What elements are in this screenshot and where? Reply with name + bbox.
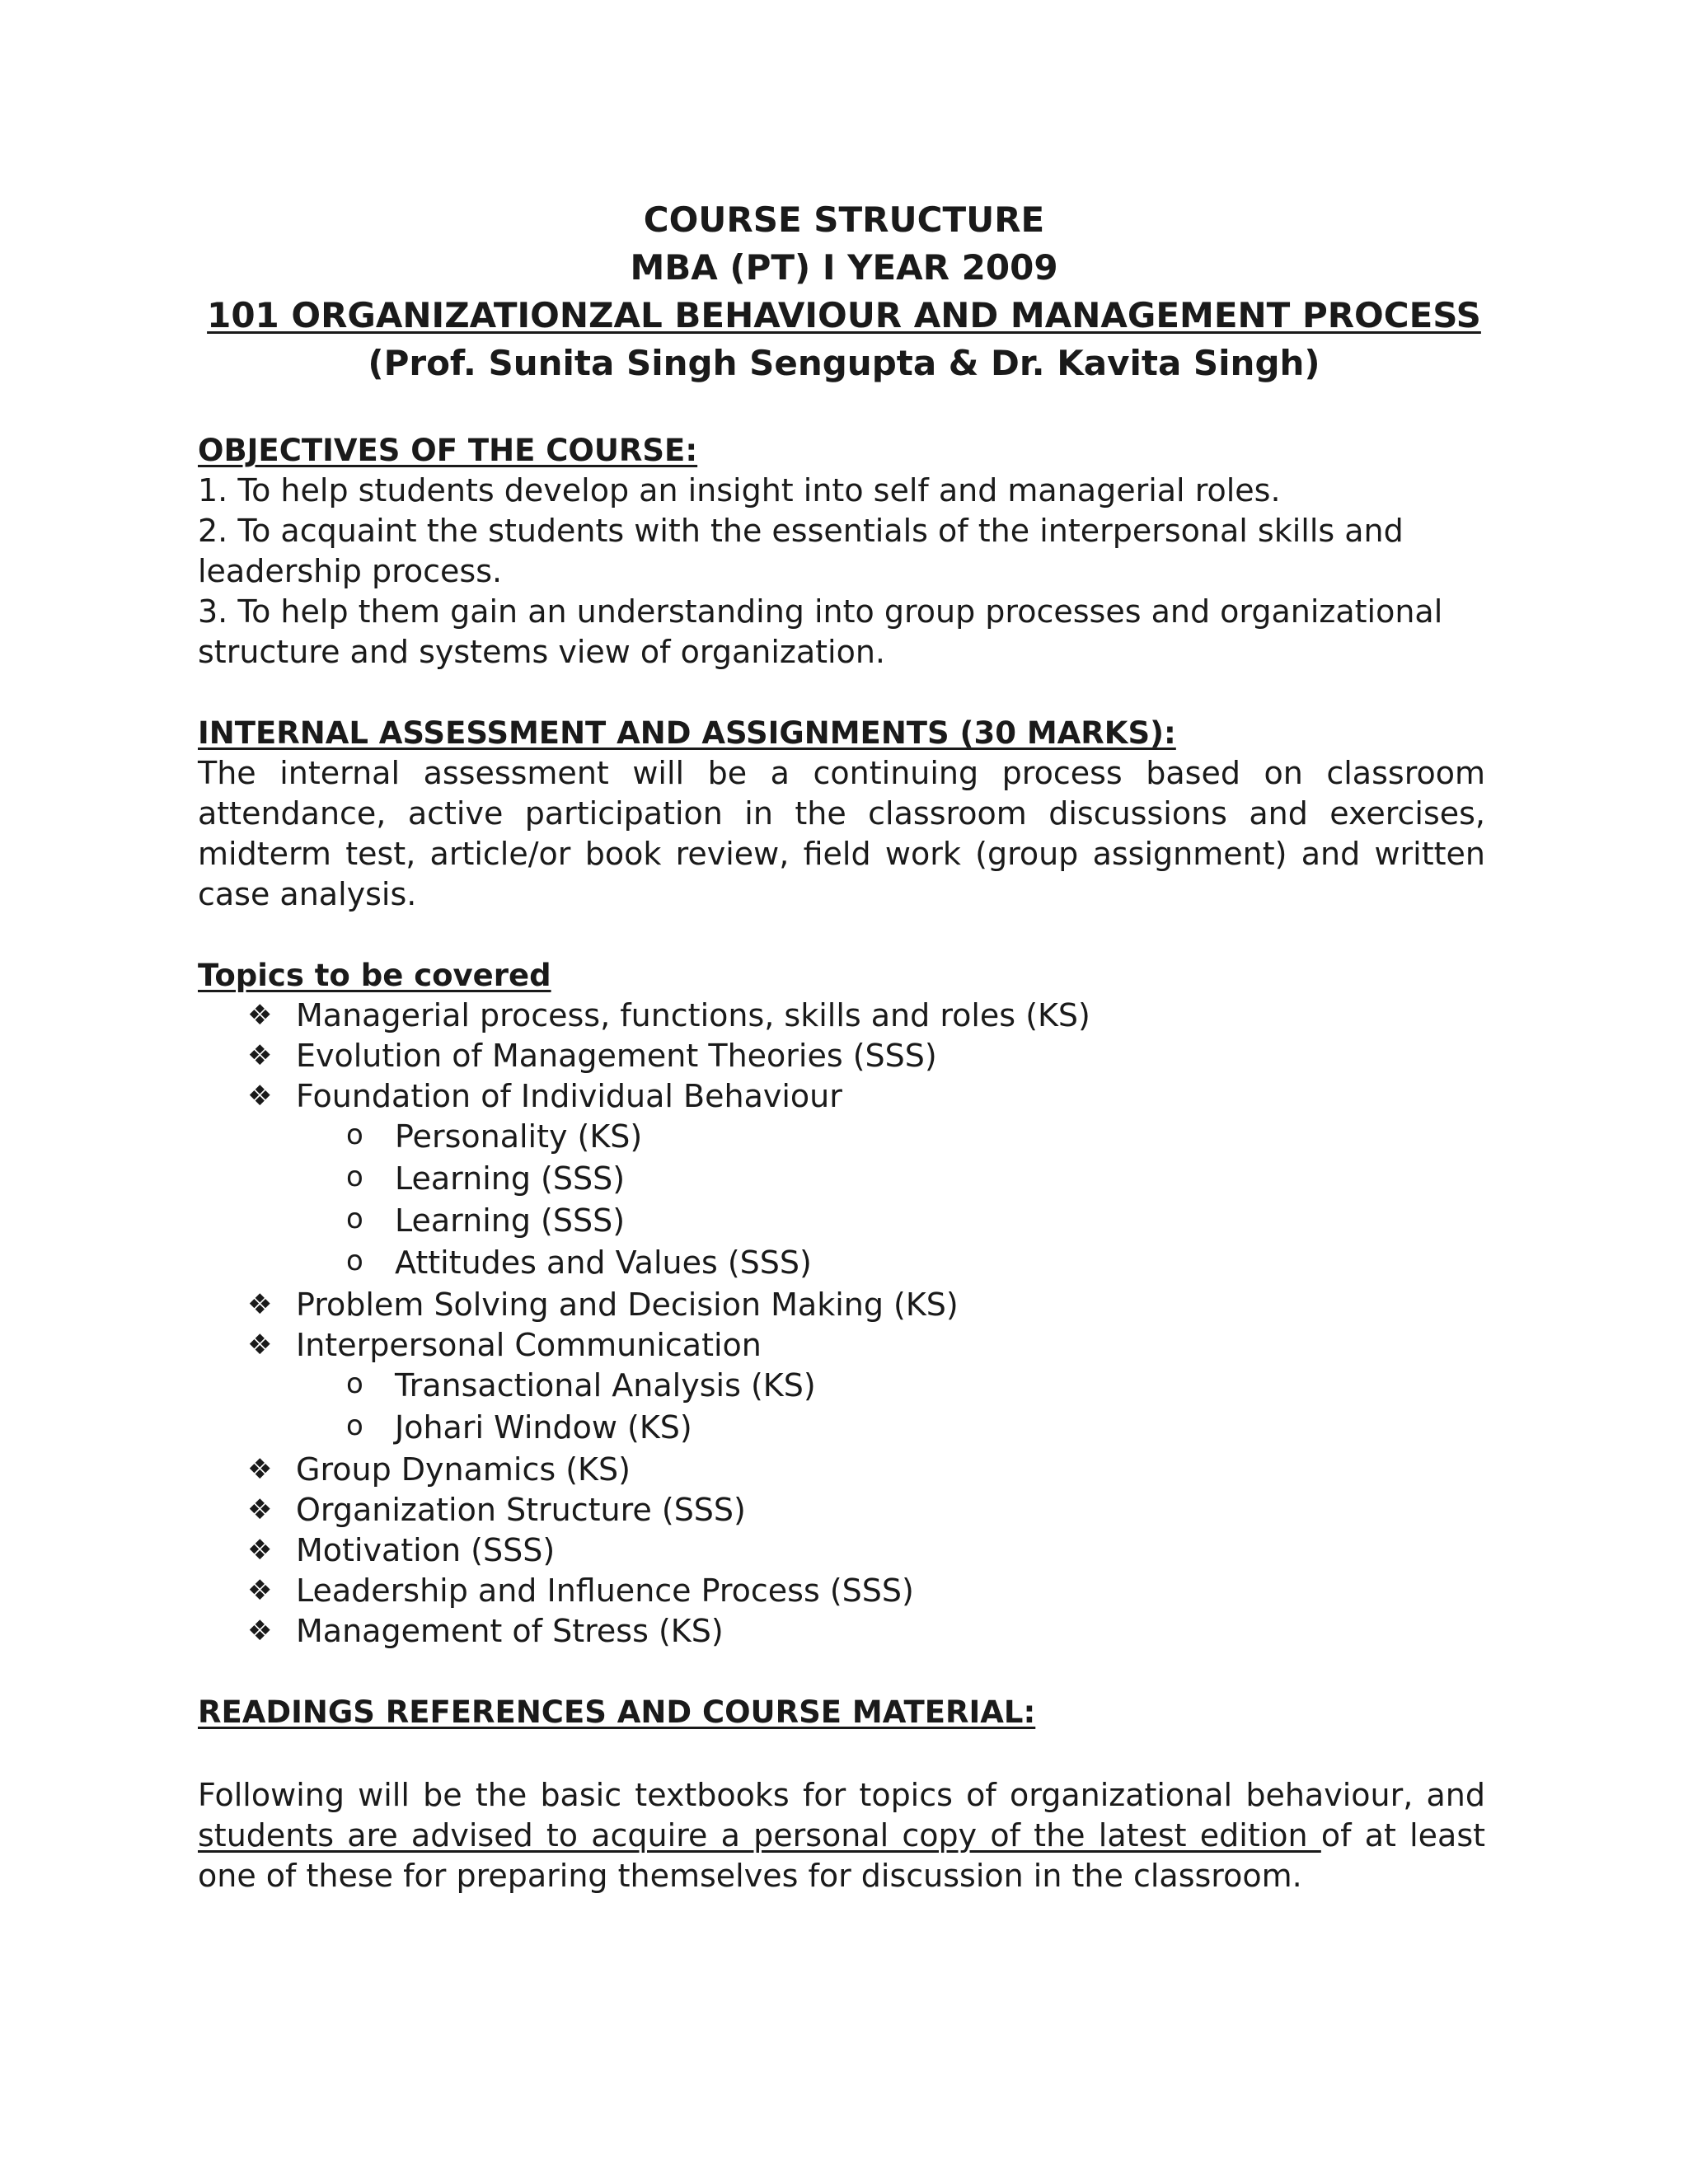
circle-bullet-icon: o: [346, 1409, 363, 1442]
objective-item-2: 2. To acquaint the students with the essentials of the interpersonal skills and leadership process.: [198, 513, 1404, 589]
topics-heading: Topics to be covered: [198, 958, 551, 993]
diamond-bullet-icon: ❖: [247, 1493, 273, 1526]
subtopic-item: [198, 1201, 1485, 1243]
course-name-title: 101 ORGANIZATIONZAL BEHAVIOUR AND MANAGEMENT PROCESS: [207, 295, 1481, 335]
topic-item: [198, 1325, 1485, 1366]
readings-text-start: Following will be the basic textbooks for topics of organizational behaviour, and: [198, 1777, 1485, 1813]
diamond-bullet-icon: ❖: [247, 1329, 273, 1361]
subtopic-text: Learning (SSS): [395, 1202, 626, 1239]
objective-item-1: 1. To help students develop an insight into self and managerial roles.: [198, 472, 1281, 509]
readings-paragraph: [198, 1775, 1485, 1896]
topic-text: Problem Solving and Decision Making (KS): [296, 1286, 959, 1323]
circle-bullet-icon: o: [346, 1367, 363, 1400]
diamond-bullet-icon: ❖: [247, 1534, 273, 1567]
topic-text: Leadership and Influence Process (SSS): [296, 1572, 914, 1609]
topic-text: Management of Stress (KS): [296, 1613, 724, 1649]
topic-text: Group Dynamics (KS): [296, 1451, 631, 1488]
document-body: [198, 430, 1485, 1896]
readings-text-end: of at least one of these for preparing themselves for discussion in the classroom.: [198, 1817, 1486, 1894]
topic-item: [198, 1036, 1485, 1076]
course-structure-title: COURSE STRUCTURE: [643, 199, 1045, 240]
topic-text: Interpersonal Communication: [296, 1327, 762, 1363]
diamond-bullet-icon: ❖: [247, 1574, 273, 1607]
subtopic-text: Transactional Analysis (KS): [395, 1367, 816, 1404]
circle-bullet-icon: o: [346, 1244, 363, 1277]
course-header: [0, 196, 1688, 387]
circle-bullet-icon: o: [346, 1118, 363, 1151]
diamond-bullet-icon: ❖: [247, 1288, 273, 1321]
topic-text: Managerial process, functions, skills and roles (KS): [296, 997, 1090, 1033]
subtopic-item: [198, 1366, 1485, 1408]
topic-item: [198, 996, 1485, 1036]
subtopic-text: Johari Window (KS): [395, 1409, 692, 1446]
subtopic-text: Attitudes and Values (SSS): [395, 1244, 812, 1281]
readings-heading: READINGS REFERENCES AND COURSE MATERIAL:: [198, 1694, 1036, 1730]
circle-bullet-icon: o: [346, 1202, 363, 1235]
subtopic-item: [198, 1117, 1485, 1159]
topic-item: [198, 1571, 1485, 1611]
topic-item: [198, 1076, 1485, 1117]
subtopic-item: [198, 1243, 1485, 1285]
topic-text: Foundation of Individual Behaviour: [296, 1078, 842, 1114]
diamond-bullet-icon: ❖: [247, 1039, 273, 1072]
objectives-heading: OBJECTIVES OF THE COURSE:: [198, 433, 698, 468]
assessment-paragraph: The internal assessment will be a continuing process based on classroom attendance, active participation in the classroom discussions and exercises, midterm test, article/or book review, field work (group assignment) and written case analysis.: [198, 755, 1485, 912]
readings-text-underlined: students are advised to acquire a personal copy of the latest edition: [198, 1817, 1321, 1854]
circle-bullet-icon: o: [346, 1160, 363, 1193]
topic-item: [198, 1285, 1485, 1325]
diamond-bullet-icon: ❖: [247, 1615, 273, 1647]
instructors-line: (Prof. Sunita Singh Sengupta & Dr. Kavita Singh): [368, 343, 1320, 383]
topic-text: Motivation (SSS): [296, 1532, 556, 1568]
topic-text: Evolution of Management Theories (SSS): [296, 1038, 937, 1074]
diamond-bullet-icon: ❖: [247, 1453, 273, 1486]
subtopic-item: [198, 1159, 1485, 1201]
topic-item: [198, 1530, 1485, 1571]
assessment-heading: INTERNAL ASSESSMENT AND ASSIGNMENTS (30 MARKS):: [198, 715, 1176, 751]
topics-list: [198, 996, 1485, 1652]
topic-item: [198, 1611, 1485, 1652]
objective-item-3: 3. To help them gain an understanding into group processes and organizational structure and systems view of organization.: [198, 593, 1443, 670]
subtopic-text: Learning (SSS): [395, 1160, 626, 1197]
topic-item: [198, 1450, 1485, 1490]
subtopic-item: [198, 1408, 1485, 1450]
topic-item: [198, 1490, 1485, 1530]
topic-text: Organization Structure (SSS): [296, 1492, 746, 1528]
diamond-bullet-icon: ❖: [247, 999, 273, 1032]
program-year-title: MBA (PT) I YEAR 2009: [630, 247, 1058, 288]
diamond-bullet-icon: ❖: [247, 1080, 273, 1113]
subtopic-text: Personality (KS): [395, 1118, 643, 1155]
